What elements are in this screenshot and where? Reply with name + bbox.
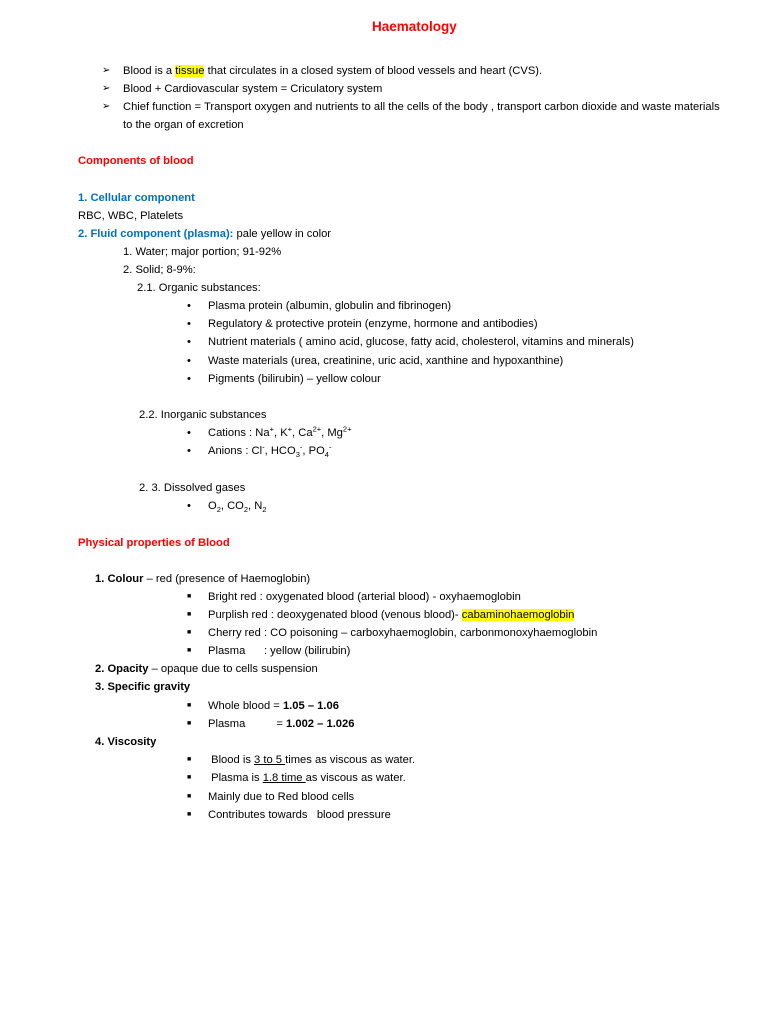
cellular-text: RBC, WBC, Platelets	[78, 210, 184, 222]
gravity-whole: Whole blood = 1.05 – 1.06	[208, 700, 339, 712]
viscosity-blood: Blood is 3 to 5 times as viscous as water.	[208, 754, 416, 766]
organic-heading: 2.1. Organic substances:	[137, 282, 261, 294]
gravity-heading: 3. Specific gravity	[95, 681, 191, 693]
square-bullet-icon: ■	[187, 811, 192, 818]
bullet-icon: •	[187, 427, 191, 439]
physical-heading: Physical properties of Blood	[78, 537, 230, 549]
intro-line-3-cont: to the organ of excretion	[123, 119, 244, 131]
arrow-bullet-icon: ➢	[102, 101, 111, 112]
colour-item: Cherry red : CO poisoning – carboxyhaemoglobin, carbonmonoxyhaemoglobin	[208, 627, 598, 639]
square-bullet-icon: ■	[187, 774, 192, 781]
viscosity-heading: 4. Viscosity	[95, 736, 157, 748]
highlight-cabaminohaemoglobin: cabaminohaemoglobin	[461, 609, 575, 621]
cellular-heading: 1. Cellular component	[78, 192, 195, 204]
colour-item: Purplish red : deoxygenated blood (venous blood)- cabaminohaemoglobin	[208, 609, 575, 621]
colour-item: Bright red : oxygenated blood (arterial blood) - oxyhaemoglobin	[208, 591, 521, 603]
inorganic-heading: 2.2. Inorganic substances	[139, 409, 267, 421]
water-line: 1. Water; major portion; 91-92%	[123, 246, 282, 258]
organic-item: Plasma protein (albumin, globulin and fibrinogen)	[208, 300, 452, 312]
cations-line: Cations : Na+, K+, $Ca^{2+}$, $Mg^{2+}$	[208, 424, 352, 439]
square-bullet-icon: ■	[187, 611, 192, 618]
gravity-plasma: Plasma = 1.002 – 1.026	[208, 718, 355, 730]
organic-item: Waste materials (urea, creatinine, uric acid, xanthine and hypoxanthine)	[208, 355, 564, 367]
square-bullet-icon: ■	[187, 629, 192, 636]
colour-line: 1. Colour – red (presence of Haemoglobin)	[95, 573, 311, 585]
bullet-icon: •	[187, 318, 191, 330]
highlight-tissue: tissue	[175, 65, 205, 77]
bullet-icon: •	[187, 373, 191, 385]
bullet-icon: •	[187, 336, 191, 348]
viscosity-plasma: Plasma is 1.8 time as viscous as water.	[208, 772, 406, 784]
intro-line-3: Chief function = Transport oxygen and nutrients to all the cells of the body , transport carbon dioxide and waste materials	[123, 101, 720, 113]
colour-item: Plasma : yellow (bilirubin)	[208, 645, 351, 657]
square-bullet-icon: ■	[187, 593, 192, 600]
opacity-line: 2. Opacity – opaque due to cells suspension	[95, 663, 318, 675]
intro-line-2: Blood + Cardiovascular system = Criculatory system	[123, 83, 383, 95]
page-title: Haematology	[372, 19, 457, 34]
arrow-bullet-icon: ➢	[102, 65, 111, 76]
square-bullet-icon: ■	[187, 756, 192, 763]
bullet-icon: •	[187, 300, 191, 312]
square-bullet-icon: ■	[187, 793, 192, 800]
anions-line: Anions : Cl-, $HCO_3^-$, $PO_4^-$	[208, 442, 332, 460]
organic-item: Pigments (bilirubin) – yellow colour	[208, 373, 381, 385]
components-heading: Components of blood	[78, 155, 194, 167]
viscosity-pressure: Contributes towards blood pressure	[208, 809, 391, 821]
viscosity-rbc: Mainly due to Red blood cells	[208, 791, 355, 803]
organic-item: Regulatory & protective protein (enzyme, hormone and antibodies)	[208, 318, 538, 330]
fluid-line: 2. Fluid component (plasma): pale yellow in color	[78, 228, 332, 240]
bullet-icon: •	[187, 500, 191, 512]
square-bullet-icon: ■	[187, 702, 192, 709]
solid-line: 2. Solid; 8-9%:	[123, 264, 196, 276]
fluid-heading: 2. Fluid component (plasma):	[78, 228, 234, 240]
bullet-icon: •	[187, 355, 191, 367]
square-bullet-icon: ■	[187, 720, 192, 727]
gases-heading: 2. 3. Dissolved gases	[139, 482, 246, 494]
intro-line-1: Blood is a tissue that circulates in a closed system of blood vessels and heart (CVS).	[123, 65, 543, 77]
arrow-bullet-icon: ➢	[102, 83, 111, 94]
bullet-icon: •	[187, 445, 191, 457]
square-bullet-icon: ■	[187, 647, 192, 654]
organic-item: Nutrient materials ( amino acid, glucose, fatty acid, cholesterol, vitamins and minerals)	[208, 336, 634, 348]
gases-line: $O_2$, $CO_2$, $N_2$	[208, 500, 267, 515]
